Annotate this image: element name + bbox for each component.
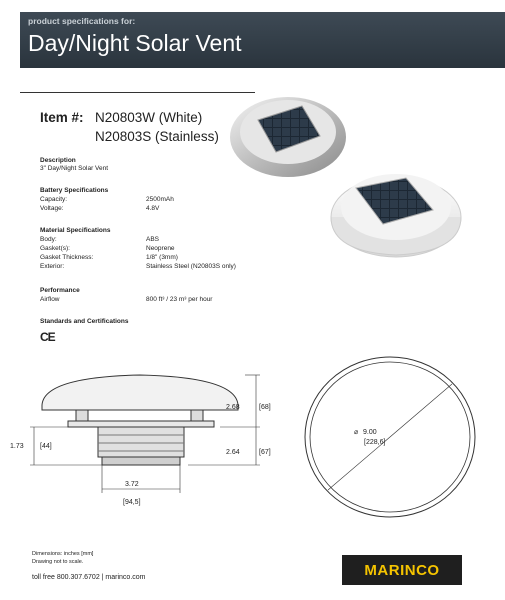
dim-bottom-height-mm: [67] — [259, 449, 271, 456]
thickness-label: Gasket Thickness: — [40, 254, 94, 261]
logo-text: MARINCO — [364, 561, 440, 579]
dim-diameter-mm: [228,6] — [364, 439, 386, 446]
top-view-drawing — [290, 355, 490, 525]
ce-mark: CE — [40, 330, 55, 344]
body-label: Body: — [40, 236, 57, 243]
capacity-label: Capacity: — [40, 196, 68, 203]
description-text: 3" Day/Night Solar Vent — [40, 165, 109, 172]
header-banner — [20, 12, 505, 68]
white-vent-image — [331, 174, 461, 257]
gasket-label: Gasket(s): — [40, 245, 70, 252]
side-view-drawing — [10, 365, 280, 520]
airflow-label: Airflow — [40, 296, 60, 303]
voltage-value: 4.8V — [146, 205, 160, 212]
stainless-vent-image — [230, 97, 346, 177]
standards-heading: Standards and Certifications — [40, 318, 129, 325]
dim-bottom-height: 2.64 — [226, 449, 240, 456]
marinco-logo — [342, 555, 462, 585]
contact-info: toll free 800.307.6702 | marinco.com — [32, 574, 146, 581]
dim-diameter: 9.00 — [363, 429, 377, 436]
header-pre-title: product specifications for: — [28, 16, 136, 26]
product-image — [228, 92, 478, 262]
dim-left-height: 1.73 — [10, 443, 24, 450]
gasket-value: Neoprene — [146, 245, 175, 252]
exterior-value: Stainless Steel (N20803S only) — [146, 263, 236, 270]
item-number-white: N20803W (White) — [95, 110, 203, 125]
dim-diameter-symbol: ⌀ — [354, 429, 359, 436]
dim-base-width: 3.72 — [125, 481, 139, 488]
airflow-value: 800 ft³ / 23 m³ per hour — [146, 296, 213, 303]
material-heading: Material Specifications — [40, 227, 111, 234]
dimensions-note: Dimensions: inches [mm] — [32, 551, 94, 557]
description-heading: Description — [40, 157, 76, 164]
body-value: ABS — [146, 236, 160, 243]
dim-top-height: 2.68 — [226, 404, 240, 411]
performance-heading: Performance — [40, 287, 80, 294]
exterior-label: Exterior: — [40, 263, 65, 270]
battery-heading: Battery Specifications — [40, 187, 109, 194]
capacity-value: 2500mAh — [146, 196, 174, 203]
scale-note: Drawing not to scale. — [32, 559, 84, 565]
dim-left-height-mm: [44] — [40, 443, 52, 450]
dim-base-width-mm: [94,5] — [123, 499, 141, 506]
header-divider — [20, 92, 255, 93]
item-number-stainless: N20803S (Stainless) — [95, 129, 219, 144]
dim-top-height-mm: [68] — [259, 404, 271, 411]
thickness-value: 1/8" (3mm) — [146, 254, 178, 261]
voltage-label: Voltage: — [40, 205, 64, 212]
item-label: Item #: — [40, 110, 84, 125]
page-title: Day/Night Solar Vent — [28, 30, 242, 56]
